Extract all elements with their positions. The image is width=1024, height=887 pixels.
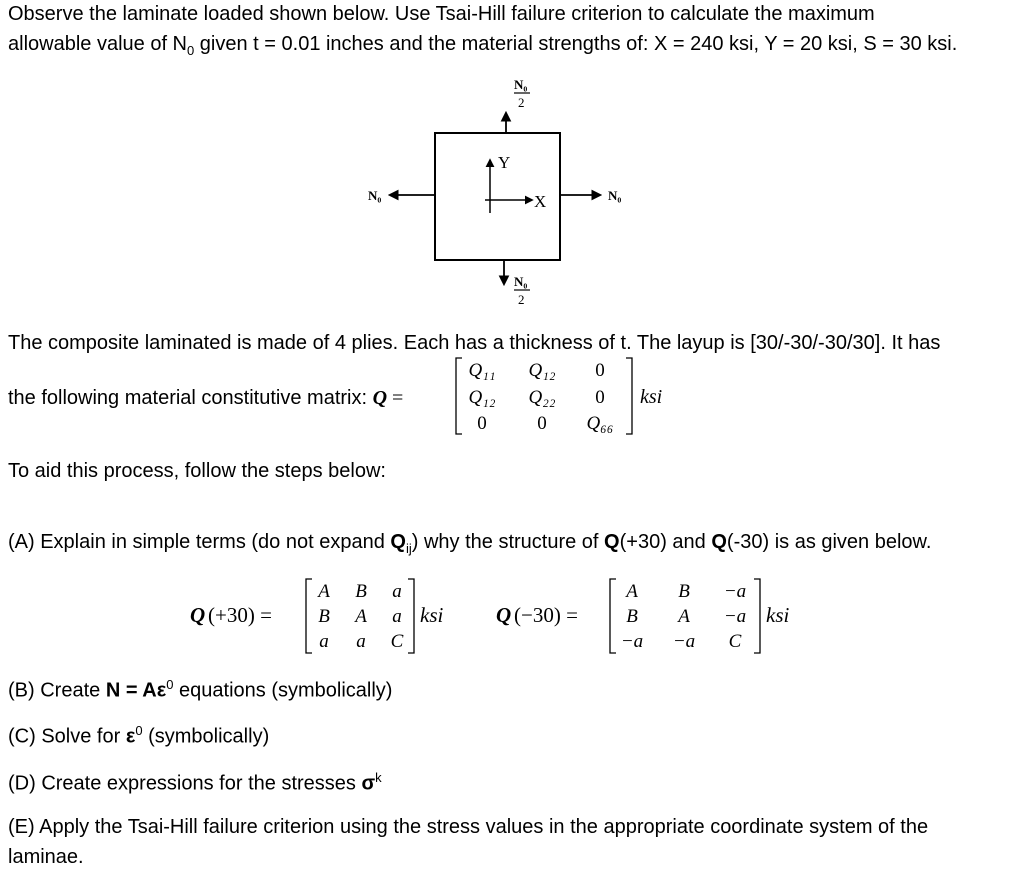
q-matrix-cell-22: Q₂₂ bbox=[528, 387, 556, 408]
step-b-superscript: 0 bbox=[166, 677, 174, 692]
step-a-q2: Q bbox=[711, 531, 727, 553]
q-plus-cell-22: A bbox=[355, 606, 367, 627]
top-load-den: 2 bbox=[518, 95, 525, 110]
step-b-pre: (B) Create bbox=[8, 679, 106, 702]
problem-intro-line1: Observe the laminate loaded shown below. Use Tsai-Hill failure criterion to calculate the maximum bbox=[8, 3, 875, 25]
q-matrix-cell-32: 0 bbox=[537, 413, 547, 434]
q-minus-label: Q bbox=[496, 603, 512, 627]
step-d-sigma: σ bbox=[361, 772, 376, 795]
step-a-ij-subscript: ij bbox=[405, 541, 412, 556]
intro-text-rest: given t = 0.01 inches and the material strengths of: X = 240 ksi, Y = 20 ksi, S = 30 ksi. bbox=[194, 33, 958, 55]
q-plus-unit: ksi bbox=[420, 603, 444, 627]
q-plus-cell-31: a bbox=[319, 631, 329, 652]
intro-text: allowable value of N bbox=[8, 33, 187, 55]
intro-subscript: 0 bbox=[187, 43, 195, 58]
q-matrix-cell-21: Q₁₂ bbox=[468, 387, 496, 408]
axis-x-label: X bbox=[534, 192, 547, 211]
q-plus-30-matrix bbox=[186, 574, 476, 658]
step-e-line2: laminae. bbox=[8, 846, 84, 868]
q-minus-arg: (−30) = bbox=[514, 603, 578, 627]
bottom-load-den: 2 bbox=[518, 292, 525, 307]
q-matrix bbox=[440, 354, 680, 438]
composite-description-line2 bbox=[8, 386, 403, 410]
q-plus-cell-23: a bbox=[392, 606, 402, 627]
q-plus-cell-11: A bbox=[318, 581, 330, 602]
q-plus-arg: (+30) = bbox=[208, 603, 272, 627]
step-c-post: (symbolically) bbox=[142, 725, 270, 748]
axis-y-label: Y bbox=[498, 153, 511, 172]
step-b bbox=[8, 673, 392, 703]
step-c bbox=[8, 719, 269, 749]
q-matrix-cell-12: Q₁₂ bbox=[528, 360, 556, 381]
left-load-label: N₀ bbox=[368, 188, 382, 203]
q-minus-cell-11: A bbox=[626, 581, 638, 602]
step-b-post: equations (symbolically) bbox=[173, 679, 393, 702]
step-d-superscript: k bbox=[375, 770, 382, 785]
q-plus-cell-21: B bbox=[318, 606, 330, 627]
step-a-post: (-30) is as given below. bbox=[726, 531, 932, 553]
step-d bbox=[8, 766, 382, 796]
q-minus-cell-31: −a bbox=[620, 631, 644, 652]
q-matrix-cell-23: 0 bbox=[595, 387, 605, 408]
step-a-mid1: ) why the structure of bbox=[411, 531, 605, 553]
step-b-equation: N = Aε bbox=[105, 679, 167, 702]
q-plus-cell-33: C bbox=[390, 631, 404, 652]
q-matrix-cell-13: 0 bbox=[595, 360, 605, 381]
composite-description-line1: The composite laminated is made of 4 plies. Each has a thickness of t. The layup is [30/-30/-30/30]. It has bbox=[8, 332, 941, 354]
step-a bbox=[8, 530, 931, 561]
q-plus-cell-13: a bbox=[392, 581, 402, 602]
q-symbol: Q bbox=[372, 387, 388, 409]
q-minus-30-matrix bbox=[492, 574, 812, 658]
step-c-pre: (C) Solve for bbox=[8, 725, 126, 748]
q-minus-cell-21: B bbox=[626, 606, 638, 627]
q-minus-cell-32: −a bbox=[672, 631, 696, 652]
step-a-pre: (A) Explain in simple terms (do not expand bbox=[8, 531, 391, 553]
right-load-label: N₀ bbox=[608, 188, 622, 203]
laminate-load-diagram bbox=[0, 0, 1024, 320]
step-e-line1: (E) Apply the Tsai-Hill failure criterion using the stress values in the appropriate coordinate system of the bbox=[8, 816, 929, 838]
q-matrix-cell-11: Q₁₁ bbox=[468, 360, 496, 381]
composite-text: the following material constitutive matrix: bbox=[8, 387, 373, 409]
q-minus-cell-22: A bbox=[678, 606, 690, 627]
step-a-q1: Q bbox=[604, 531, 620, 553]
step-c-superscript: 0 bbox=[135, 723, 143, 738]
step-d-pre: (D) Create expressions for the stresses bbox=[8, 772, 362, 795]
step-a-q-ij: Q bbox=[390, 531, 406, 553]
equals-sign: = bbox=[387, 387, 404, 409]
q-minus-cell-23: −a bbox=[723, 606, 747, 627]
q-matrix-cell-33: Q₆₆ bbox=[586, 413, 614, 434]
q-minus-cell-33: C bbox=[728, 631, 742, 652]
bottom-load-num: N₀ bbox=[514, 274, 528, 289]
q-minus-cell-12: B bbox=[678, 581, 690, 602]
q-matrix-unit: ksi bbox=[640, 386, 663, 408]
q-minus-cell-13: −a bbox=[723, 581, 747, 602]
q-plus-cell-12: B bbox=[355, 581, 367, 602]
q-plus-label: Q bbox=[190, 603, 206, 627]
q-matrix-cell-31: 0 bbox=[477, 413, 487, 434]
step-c-epsilon: ε bbox=[125, 725, 136, 748]
q-minus-unit: ksi bbox=[766, 603, 790, 627]
q-plus-cell-32: a bbox=[356, 631, 366, 652]
steps-intro: To aid this process, follow the steps below: bbox=[8, 460, 386, 482]
step-a-mid2: (+30) and bbox=[619, 531, 712, 553]
top-load-num: N₀ bbox=[514, 77, 528, 92]
